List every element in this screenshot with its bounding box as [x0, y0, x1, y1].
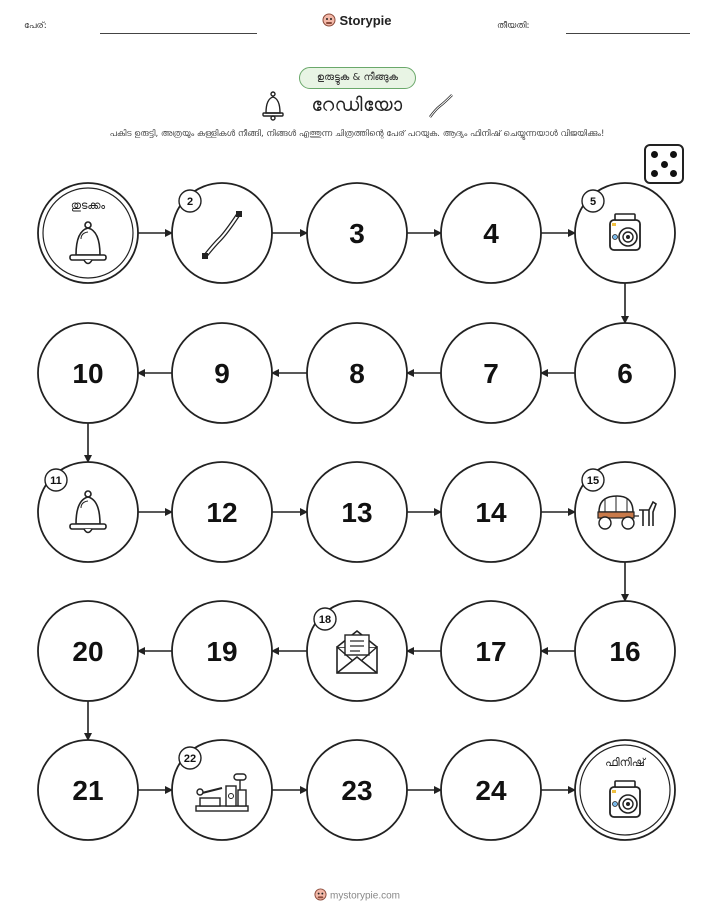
space-badge-number: 2: [186, 196, 194, 208]
space-number: 21: [72, 775, 104, 806]
board-space-22[interactable]: [172, 740, 272, 840]
page-title: റേഡിയോ: [311, 94, 403, 116]
start-space[interactable]: [38, 183, 138, 283]
space-number: 9: [214, 358, 230, 389]
space-number: 17: [475, 636, 507, 667]
instructions: പകിട ഉരുട്ടി, അത്രയും കള്ളികൾ നീങ്ങി, നിങ്ങൾ എത്തുന്ന ചിത്രത്തിന്റെ പേര് പറയുക. ആദ്യം ഫിനിഷ് ചെയ്യുന്നയാൾ വിജയിക്കും!: [109, 129, 605, 139]
board-space-19[interactable]: [172, 601, 272, 701]
space-number: 7: [483, 358, 499, 389]
finish-label: ഫിനിഷ്: [605, 756, 645, 769]
footer: [0, 888, 714, 904]
speaker-icon: [610, 214, 640, 250]
space-number: 12: [206, 497, 238, 528]
board-space-12[interactable]: [172, 462, 272, 562]
board-space-5[interactable]: [575, 183, 675, 283]
space-number: 20: [72, 636, 104, 667]
space-number: 3: [349, 218, 365, 249]
space-number: 8: [349, 358, 365, 389]
game-type-tag: ഉരുട്ടുക & നീങ്ങുക: [299, 67, 416, 89]
space-number: 23: [341, 775, 373, 806]
board-space-17[interactable]: [441, 601, 541, 701]
space-number: 19: [206, 636, 238, 667]
storypie-mascot-icon: [314, 888, 327, 904]
board-space-21[interactable]: [38, 740, 138, 840]
board-space-13[interactable]: [307, 462, 407, 562]
space-badge-number: 15: [586, 475, 600, 487]
board-space-10[interactable]: [38, 323, 138, 423]
board-space-7[interactable]: [441, 323, 541, 423]
space-number: 4: [483, 218, 499, 249]
space-number: 16: [609, 636, 641, 667]
space-badge-number: 18: [318, 614, 332, 626]
board-space-23[interactable]: [307, 740, 407, 840]
space-badge-number: 11: [50, 475, 62, 487]
board-space-3[interactable]: [307, 183, 407, 283]
board-space-11[interactable]: [38, 462, 138, 562]
board-space-6[interactable]: [575, 323, 675, 423]
finish-space[interactable]: [575, 740, 675, 840]
space-number: 24: [475, 775, 507, 806]
board-space-24[interactable]: [441, 740, 541, 840]
board-space-16[interactable]: [575, 601, 675, 701]
start-label: തുടക്കം: [70, 199, 106, 212]
board-space-15[interactable]: [575, 462, 675, 562]
space-number: 14: [475, 497, 507, 528]
brand-name: Storypie: [339, 13, 392, 28]
board-space-8[interactable]: [307, 323, 407, 423]
name-label: പേര്:: [24, 21, 47, 31]
space-number: 13: [341, 497, 373, 528]
board-space-2[interactable]: [172, 183, 272, 283]
space-badge-number: 5: [589, 196, 597, 208]
space-number: 6: [617, 358, 633, 389]
board-space-4[interactable]: [441, 183, 541, 283]
space-number: 10: [72, 358, 104, 389]
board-space-18[interactable]: [307, 601, 407, 701]
speaker-icon: [610, 781, 640, 817]
footer-site: mystorypie.com: [329, 890, 400, 902]
board-space-14[interactable]: [441, 462, 541, 562]
board-space-20[interactable]: [38, 601, 138, 701]
space-badge-number: 22: [183, 753, 197, 765]
date-label: തീയതി:: [497, 21, 530, 31]
board-space-9[interactable]: [172, 323, 272, 423]
